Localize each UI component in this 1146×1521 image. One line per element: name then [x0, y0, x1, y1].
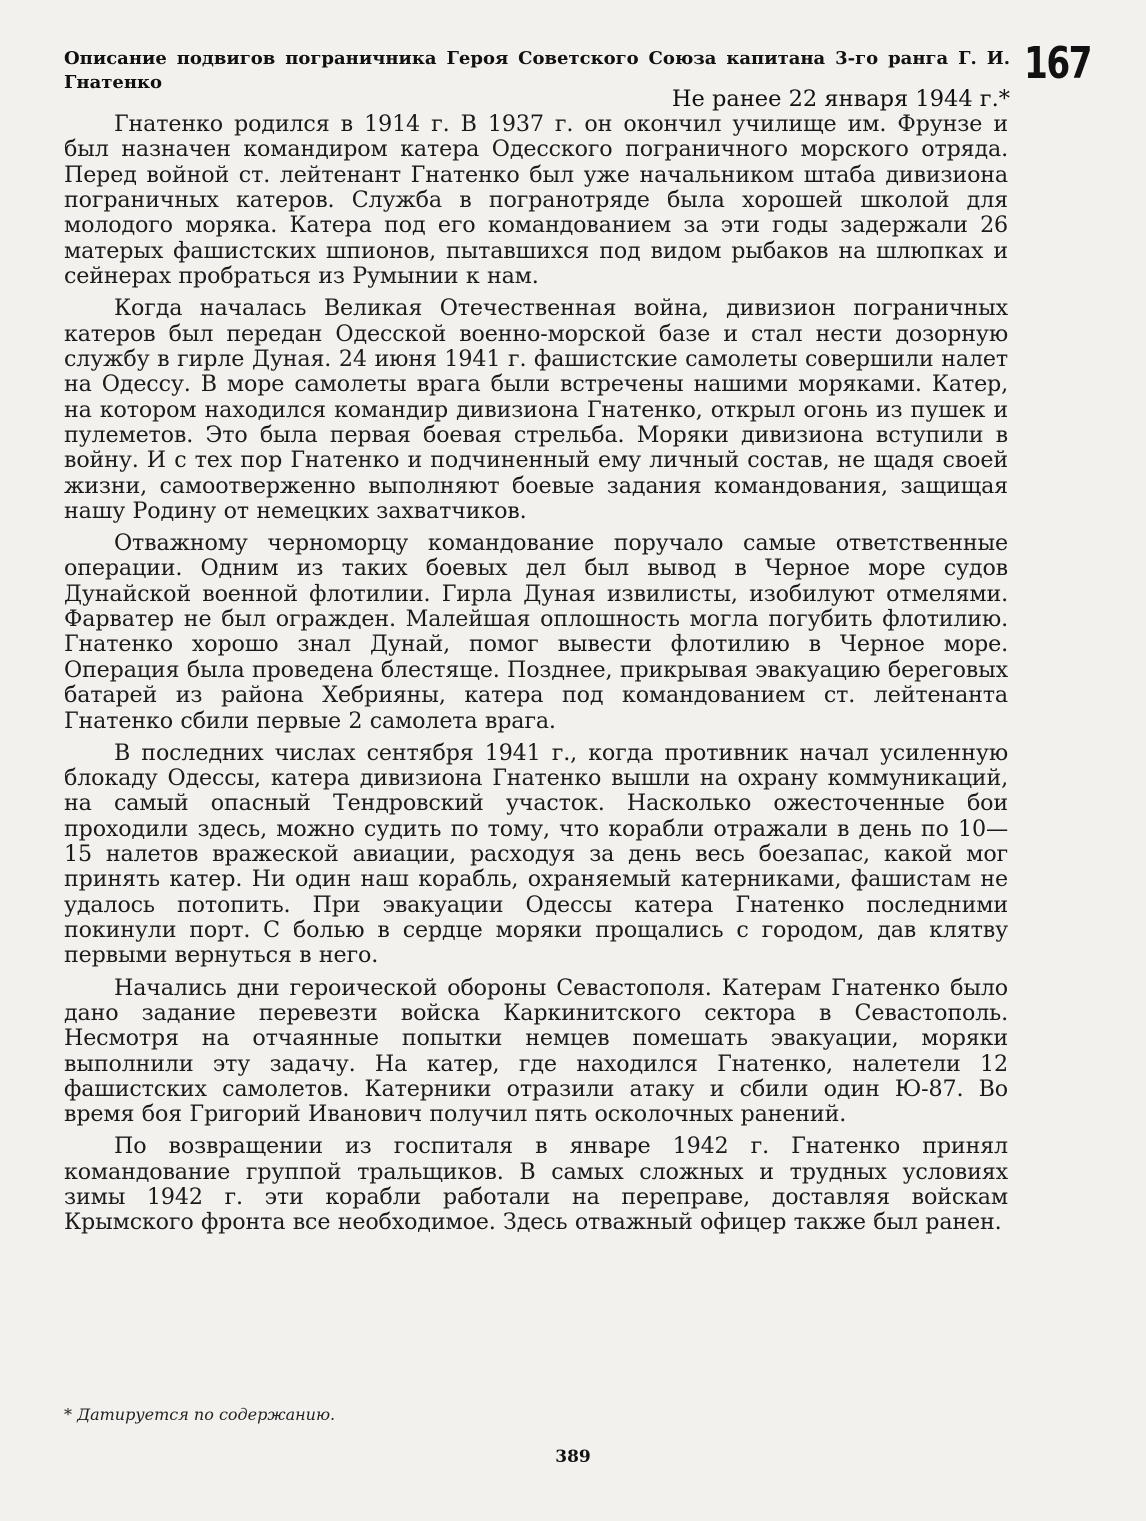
- document-body: [64, 112, 1008, 1243]
- document-heading: Описание подвигов пограничника Героя Советского Союза капитана 3-го ранга Г. И. Гнатенко: [64, 48, 1010, 93]
- paragraph: Гнатенко родился в 1914 г. В 1937 г. он окончил училище им. Фрунзе и был назначен командиром катера Одесского пограничного морского отряда. Перед войной ст. лейтенант Гнатенко был уже начальником штаба дивизиона пограничных катеров. Служба в погранотряде была хорошей школой для молодого моряка. Катера под его командованием за эти годы задержали 26 матерых фашистских шпионов, пытавшихся под видом рыбаков на шлюпках и сейнерах пробраться из Румынии к нам.: [64, 111, 1008, 290]
- paragraph: Отважному черноморцу командование поручало самые ответственные операции. Одним из таких боевых дел был вывод в Черное море судов Дунайской военной флотилии. Гирла Дуная извилисты, изобилуют отмелями. Фарватер не был огражден. Малейшая оплошность могла погубить флотилию. Гнатенко хорошо знал Дунай, помог вывести флотилию в Черное море. Операция была проведена блестяще. Позднее, прикрывая эвакуацию береговых батарей из района Хебрияны, катера под командованием ст. лейтенанта Гнатенко сбили первые 2 самолета врага.: [64, 530, 1008, 734]
- paragraph: Начались дни героической обороны Севастополя. Катерам Гнатенко было дано задание перевезти войска Каркинитского сектора в Севастополь. Несмотря на отчаянные попытки немцев помешать эвакуации, моряки выполнили эту задачу. На катер, где находился Гнатенко, налетели 12 фашистских самолетов. Катерники отразили атаку и сбили один Ю-87. Во время боя Григорий Иванович получил пять осколочных ранений.: [64, 974, 1008, 1128]
- paragraph: В последних числах сентября 1941 г., когда противник начал усиленную блокаду Одессы, катера дивизиона Гнатенко вышли на охрану коммуникаций, на самый опасный Тендровский участок. Насколько ожесточенные бои проходили здесь, можно судить по тому, что корабли отражали в день по 10—15 налетов вражеской авиации, расходуя за день весь боезапас, какой мог принять катер. Ни один наш корабль, охраняемый катерниками, фашистам не удалось потопить. При эвакуации Одессы катера Гнатенко последними покинули порт. С болью в сердце моряки прощались с городом, дав клятву первыми вернуться в него.: [64, 739, 1008, 969]
- footnote: * Датируется по содержанию.: [64, 1405, 336, 1424]
- paragraph: По возвращении из госпиталя в январе 1942 г. Гнатенко принял командование группой тральщиков. В самых сложных и трудных условиях зимы 1942 г. эти корабли работали на переправе, доставляя войскам Крымского фронта все необходимое. Здесь отважный офицер также был ранен.: [64, 1133, 1008, 1236]
- document-number: 167: [1024, 38, 1091, 89]
- page-number: 389: [555, 1447, 591, 1467]
- document-date: Не ранее 22 января 1944 г.*: [671, 86, 1010, 112]
- paragraph: Когда началась Великая Отечественная война, дивизион пограничных катеров был передан Одесской военно-морской базе и стал нести дозорную службу в гирле Дуная. 24 июня 1941 г. фашистские самолеты совершили налет на Одессу. В море самолеты врага были встречены нашими моряками. Катер, на котором находился командир дивизиона Гнатенко, открыл огонь из пушек и пулеметов. Это была первая боевая стрельба. Моряки дивизиона вступили в войну. И с тех пор Гнатенко и подчиненный ему личный состав, не щадя своей жизни, самоотверженно выполняют боевые задания командования, защищая нашу Родину от немецких захватчиков.: [64, 295, 1008, 524]
